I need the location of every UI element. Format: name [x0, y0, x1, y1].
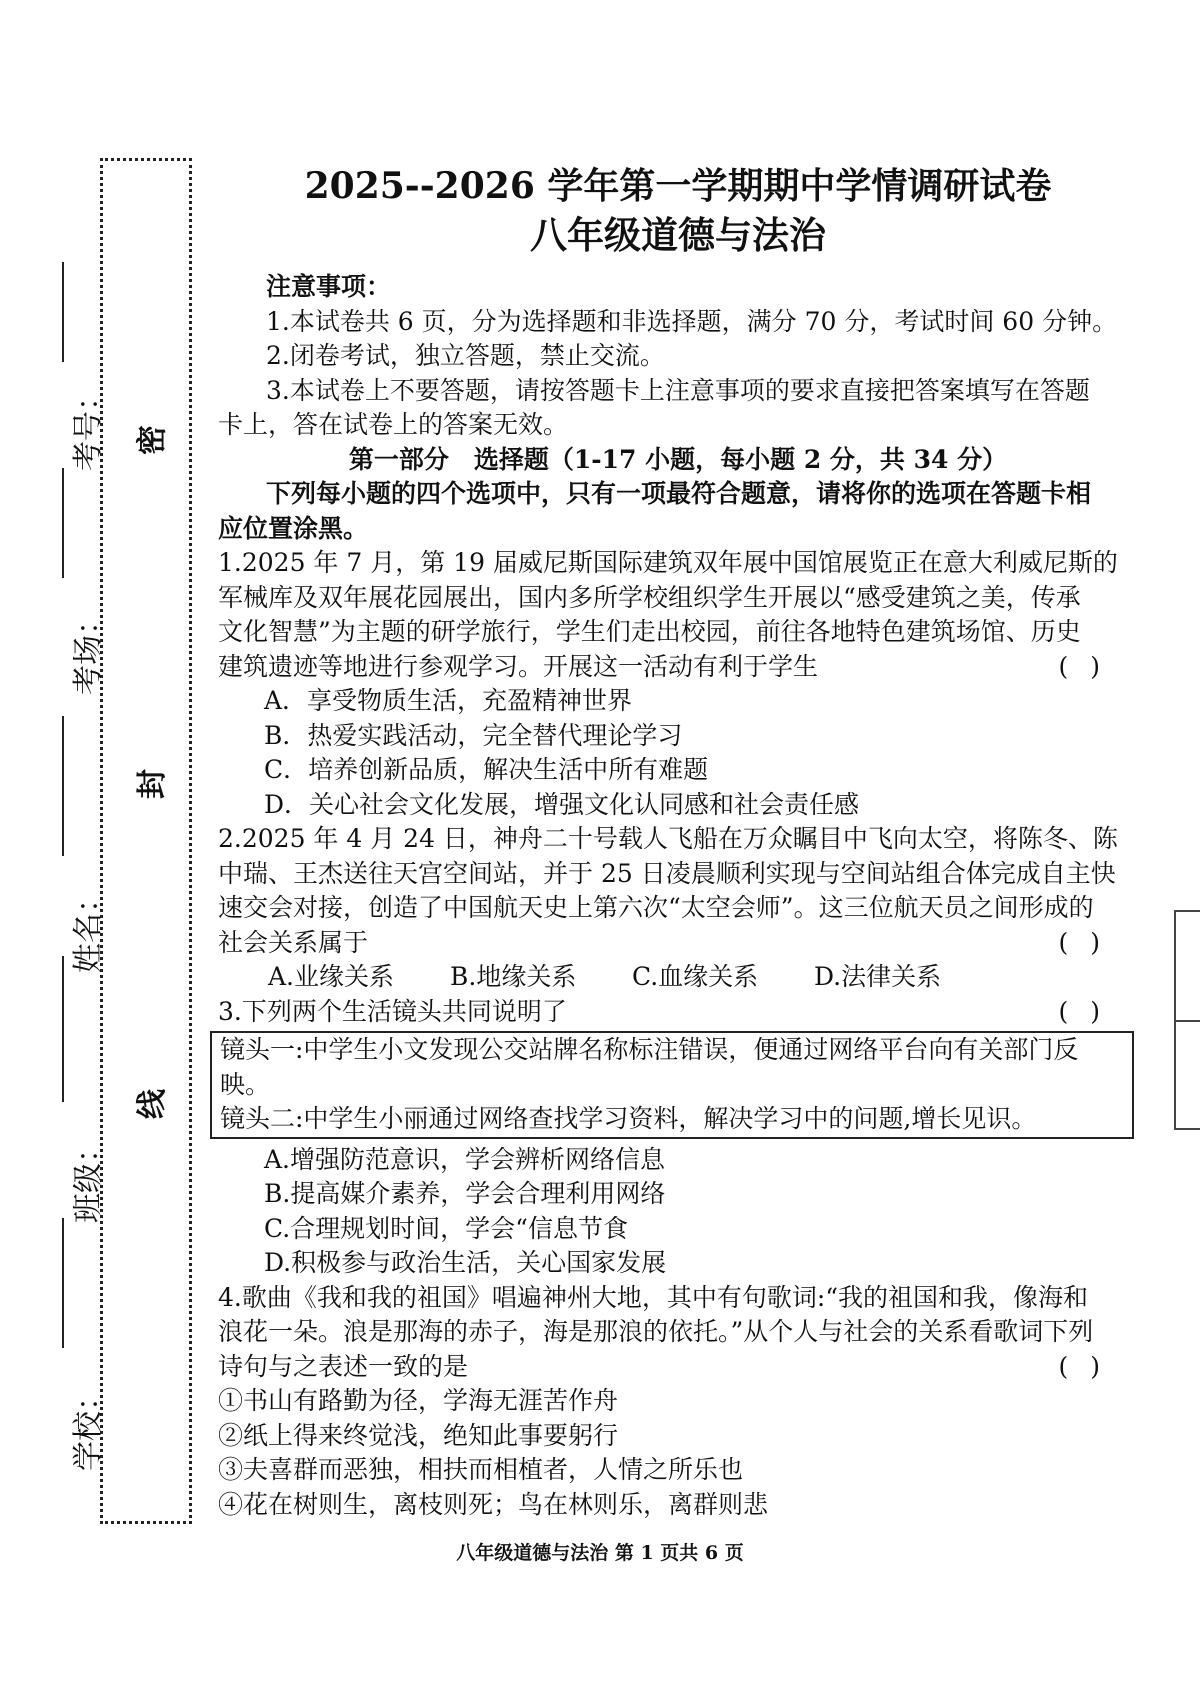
exam-title: 2025--2026 学年第一学期期中学情调研试卷	[304, 165, 1052, 207]
field-line	[62, 1218, 64, 1348]
section-heading: 第一部分 选择题（1-17 小题，每小题 2 分，共 34 分）	[348, 444, 1008, 474]
scenario-line: 镜头二:中学生小丽通过网络查找学习资料，解决学习中的问题,增长见识。	[220, 1104, 1037, 1133]
scenario-box	[210, 1031, 1134, 1139]
notice-heading: 注意事项：	[266, 272, 392, 301]
question-line: 中瑞、王杰送往天宫空间站，并于 25 日凌晨顺利实现与空间站组合体完成自主快	[218, 858, 1116, 888]
scenario-line: 镜头一:中学生小文发现公交站牌名称标注错误，便通过网络平台向有关部门反	[220, 1035, 1079, 1064]
question-line-text: 建筑遗迹等地进行参观学习。开展这一活动有利于学生	[218, 651, 819, 681]
question-line-text: 3.下列两个生活镜头共同说明了	[218, 996, 567, 1026]
answer-parentheses: ()	[1058, 651, 1122, 681]
seal-char-xian: 线	[135, 1089, 170, 1119]
question-line: 军械库及双年展花园展出，国内多所学校组织学生开展以“感受建筑之美，传承	[218, 582, 1081, 612]
page-footer: 八年级道德与法治 第 1 页共 6 页	[456, 1542, 744, 1564]
section-instruction: 下列每小题的四个选项中，只有一项最符合题意，请将你的选项在答题卡相	[266, 479, 1092, 508]
statement-item: ③夫喜群而恶独，相扶而相植者，人情之所乐也	[218, 1455, 744, 1484]
binding-dotted-box	[100, 158, 192, 1524]
seal-char-feng: 封	[135, 769, 170, 799]
answer-parentheses: ()	[1058, 1351, 1122, 1381]
notice-item: 2.闭卷考试，独立答题，禁止交流。	[266, 341, 665, 370]
question-3	[218, 995, 1138, 1281]
field-label-school: 学校：	[71, 1381, 106, 1471]
field-line	[62, 262, 64, 362]
exam-content	[218, 162, 1138, 1522]
field-label-class: 班级：	[71, 1133, 106, 1223]
field-line	[62, 468, 64, 578]
option-b: B.地缘关系	[450, 962, 577, 991]
question-line	[218, 926, 1138, 961]
options-row	[218, 960, 1138, 995]
option-d: D.积极参与政治生活，关心国家发展	[264, 1248, 667, 1277]
notice-item: 3.本试卷上不要答题，请按答题卡上注意事项的要求直接把答案填写在答题	[266, 375, 1090, 405]
option-d: D．关心社会文化发展，增强文化认同感和社会责任感	[264, 789, 860, 819]
section-instruction: 应位置涂黑。	[218, 513, 369, 543]
question-1	[218, 546, 1138, 822]
question-line	[218, 1350, 1138, 1385]
question-2	[218, 822, 1138, 995]
seal-char-mi: 密	[135, 425, 170, 455]
option-d: D.法律关系	[814, 962, 942, 991]
notice-item: 1.本试卷共 6 页，分为选择题和非选择题，满分 70 分，考试时间 60 分钟。	[266, 306, 1118, 336]
question-line-text: 社会关系属于	[218, 927, 369, 957]
question-line: 2.2025 年 4 月 24 日，神舟二十号载人飞船在万众瞩目中飞向太空，将陈冬、陈	[218, 824, 1118, 853]
scan-edge-tick	[1174, 910, 1200, 912]
field-label-name: 姓名：	[71, 883, 106, 973]
scan-edge-tick	[1174, 1128, 1200, 1130]
statement-item: ①书山有路勤为径，学海无涯苦作舟	[218, 1386, 619, 1415]
answer-parentheses: ()	[1058, 927, 1122, 957]
option-a: A．享受物质生活，充盈精神世界	[264, 686, 633, 715]
question-line: 文化智慧”为主题的研学旅行，学生们走出校园，前往各地特色建筑场馆、历史	[218, 617, 1081, 646]
option-c: C.血缘关系	[632, 962, 759, 991]
field-line	[62, 956, 64, 1102]
question-line	[218, 995, 1138, 1030]
question-line: 速交会对接，创造了中国航天史上第六次“太空会师”。这三位航天员之间形成的	[218, 893, 1094, 922]
question-line-text: 诗句与之表述一致的是	[218, 1351, 469, 1381]
question-line	[218, 650, 1138, 685]
scenario-line: 映。	[220, 1069, 271, 1099]
statement-item: ②纸上得来终觉浅，绝知此事要躬行	[218, 1420, 619, 1450]
option-a: A.增强防范意识，学会辨析网络信息	[264, 1144, 666, 1174]
question-4	[218, 1281, 1138, 1523]
option-c: C．培养创新品质，解决生活中所有难题	[264, 755, 709, 784]
field-label-exam-room: 考场：	[71, 605, 106, 695]
field-label-exam-number: 考号：	[71, 381, 106, 471]
notice-item: 卡上，答在试卷上的答案无效。	[218, 410, 569, 439]
field-line	[62, 716, 64, 856]
question-line: 浪花一朵。浪是那海的赤子，海是那浪的依托。”从个人与社会的关系看歌词下列	[218, 1317, 1094, 1346]
statement-item: ④花在树则生，离枝则死；鸟在林则乐，离群则悲	[218, 1489, 769, 1519]
question-line: 1.2025 年 7 月，第 19 届威尼斯国际建筑双年展中国馆展览正在意大利威尼斯的	[218, 548, 1118, 577]
option-a: A.业缘关系	[268, 962, 395, 991]
option-c: C.合理规划时间，学会“信息节食	[264, 1213, 628, 1243]
scan-edge-tick	[1174, 1020, 1200, 1022]
question-line: 4.歌曲《我和我的祖国》唱遍神州大地，其中有句歌词:“我的祖国和我，像海和	[218, 1282, 1089, 1312]
option-b: B．热爱实践活动，完全替代理论学习	[264, 720, 683, 750]
option-b: B.提高媒介素养，学会合理利用网络	[264, 1179, 666, 1208]
exam-subtitle: 八年级道德与法治	[530, 213, 826, 257]
answer-parentheses: ()	[1058, 996, 1122, 1026]
